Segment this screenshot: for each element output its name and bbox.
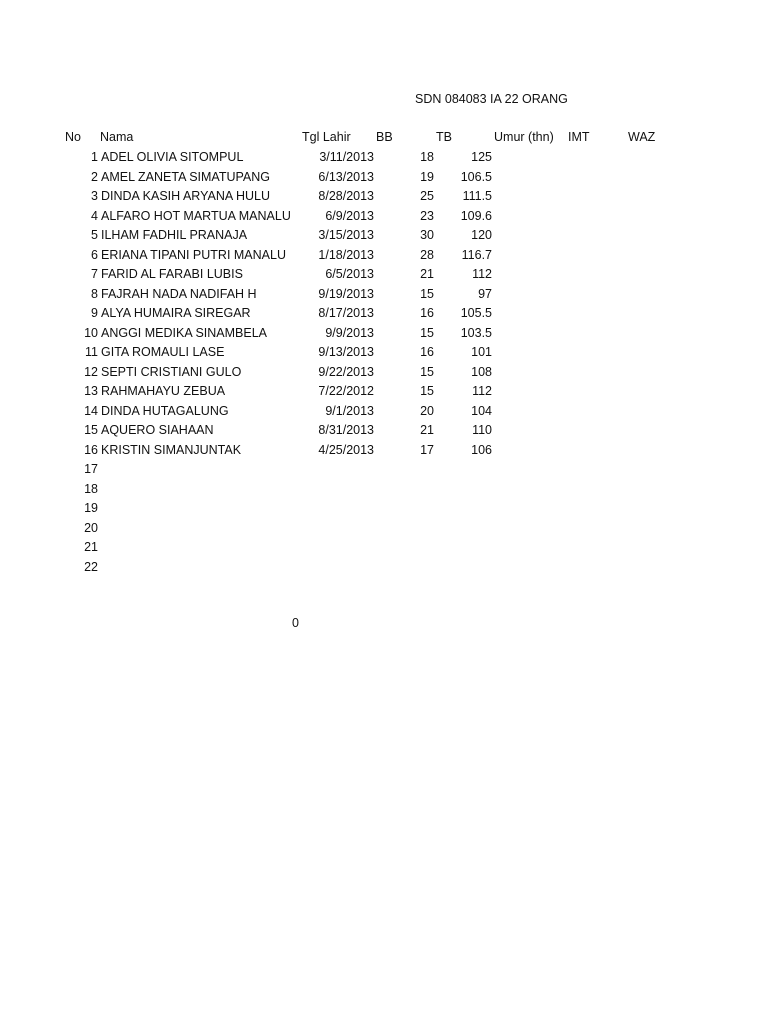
cell-no: 18 bbox=[84, 481, 98, 496]
table-row bbox=[0, 149, 768, 169]
table-body bbox=[0, 149, 768, 578]
cell-no: 7 bbox=[91, 267, 98, 281]
cell-tgl-lahir: 9/9/2013 bbox=[325, 325, 374, 340]
table-row bbox=[0, 344, 768, 364]
cell-nama: DINDA KASIH ARYANA HULU bbox=[101, 189, 271, 203]
table-row bbox=[0, 539, 768, 559]
cell-tb: 125 bbox=[471, 150, 492, 164]
cell-nama: KRISTIN SIMANJUNTAK bbox=[101, 442, 242, 457]
cell-no: 22 bbox=[84, 559, 98, 574]
table-row bbox=[0, 286, 768, 306]
table-row bbox=[0, 500, 768, 520]
table-row bbox=[0, 559, 768, 579]
table-row bbox=[0, 461, 768, 481]
cell-tb: 103.5 bbox=[460, 325, 492, 340]
cell-nama: SEPTI CRISTIANI GULO bbox=[101, 364, 242, 379]
cell-bb: 16 bbox=[420, 345, 434, 359]
header-waz: WAZ bbox=[628, 130, 656, 144]
cell-bb: 15 bbox=[420, 286, 434, 301]
cell-no: 11 bbox=[85, 345, 98, 359]
cell-tgl-lahir: 8/31/2013 bbox=[318, 423, 374, 437]
table-row bbox=[0, 383, 768, 403]
cell-nama: RAHMAHAYU ZEBUA bbox=[101, 384, 226, 398]
cell-tb: 105.5 bbox=[460, 306, 492, 320]
header-imt: IMT bbox=[568, 130, 590, 144]
cell-bb: 21 bbox=[420, 267, 434, 281]
table-row bbox=[0, 422, 768, 442]
cell-tgl-lahir: 8/28/2013 bbox=[318, 189, 374, 203]
cell-no: 4 bbox=[91, 208, 98, 223]
cell-nama: AMEL ZANETA SIMATUPANG bbox=[101, 169, 271, 184]
cell-tb: 108 bbox=[471, 364, 492, 379]
table-row bbox=[0, 305, 768, 325]
header-umur: Umur (thn) bbox=[494, 130, 554, 144]
cell-nama: GITA ROMAULI LASE bbox=[101, 345, 225, 359]
cell-bb: 28 bbox=[420, 247, 434, 262]
table-row bbox=[0, 247, 768, 267]
cell-no: 1 bbox=[91, 150, 98, 164]
table-row bbox=[0, 266, 768, 286]
cell-bb: 16 bbox=[420, 306, 434, 320]
cell-no: 20 bbox=[84, 520, 98, 535]
cell-no: 21 bbox=[84, 540, 98, 554]
footer-value: 0 bbox=[292, 616, 299, 630]
cell-bb: 30 bbox=[420, 228, 434, 242]
header-tgl-lahir: Tgl Lahir bbox=[302, 130, 351, 144]
cell-no: 5 bbox=[91, 228, 98, 242]
cell-no: 13 bbox=[84, 384, 98, 398]
cell-nama: FAJRAH NADA NADIFAH H bbox=[101, 286, 257, 301]
header-no: No bbox=[65, 130, 81, 144]
cell-no: 3 bbox=[91, 189, 98, 203]
cell-nama: ALYA HUMAIRA SIREGAR bbox=[101, 306, 251, 320]
cell-nama: DINDA HUTAGALUNG bbox=[101, 403, 229, 418]
table-row bbox=[0, 520, 768, 540]
cell-tgl-lahir: 9/22/2013 bbox=[318, 364, 374, 379]
cell-nama: ADEL OLIVIA SITOMPUL bbox=[101, 150, 244, 164]
header-tb: TB bbox=[436, 130, 452, 144]
cell-tgl-lahir: 8/17/2013 bbox=[318, 306, 374, 320]
cell-nama: ERIANA TIPANI PUTRI MANALU bbox=[101, 247, 286, 262]
cell-bb: 15 bbox=[420, 384, 434, 398]
cell-tgl-lahir: 6/5/2013 bbox=[325, 267, 374, 281]
cell-tb: 104 bbox=[471, 403, 492, 418]
table-row bbox=[0, 364, 768, 384]
cell-tb: 97 bbox=[478, 286, 492, 301]
cell-tgl-lahir: 6/9/2013 bbox=[325, 208, 374, 223]
cell-tb: 101 bbox=[471, 345, 492, 359]
cell-tgl-lahir: 3/15/2013 bbox=[318, 228, 374, 242]
cell-no: 15 bbox=[84, 423, 98, 437]
cell-tgl-lahir: 4/25/2013 bbox=[318, 442, 374, 457]
cell-tb: 111.5 bbox=[462, 189, 492, 203]
cell-no: 6 bbox=[91, 247, 98, 262]
cell-no: 9 bbox=[91, 306, 98, 320]
cell-tgl-lahir: 9/1/2013 bbox=[325, 403, 374, 418]
cell-bb: 17 bbox=[420, 442, 434, 457]
cell-tgl-lahir: 6/13/2013 bbox=[318, 169, 374, 184]
cell-no: 16 bbox=[84, 442, 98, 457]
cell-tb: 106.5 bbox=[460, 169, 492, 184]
cell-tb: 120 bbox=[471, 228, 492, 242]
cell-tb: 112 bbox=[472, 267, 492, 281]
cell-no: 14 bbox=[84, 403, 98, 418]
cell-no: 8 bbox=[91, 286, 98, 301]
cell-no: 12 bbox=[84, 364, 98, 379]
cell-nama: ANGGI MEDIKA SINAMBELA bbox=[101, 325, 268, 340]
cell-no: 10 bbox=[84, 325, 98, 340]
cell-no: 17 bbox=[84, 462, 98, 476]
table-row bbox=[0, 403, 768, 423]
cell-tgl-lahir: 1/18/2013 bbox=[318, 247, 374, 262]
cell-tb: 116.7 bbox=[461, 247, 492, 262]
cell-tb: 110 bbox=[472, 423, 492, 437]
cell-nama: AQUERO SIAHAAN bbox=[101, 423, 214, 437]
cell-bb: 23 bbox=[420, 208, 434, 223]
table-row bbox=[0, 188, 768, 208]
cell-nama: FARID AL FARABI LUBIS bbox=[101, 267, 243, 281]
header-nama: Nama bbox=[100, 130, 134, 144]
sheet-title: SDN 084083 IA 22 ORANG bbox=[415, 92, 568, 106]
cell-tgl-lahir: 3/11/2013 bbox=[319, 150, 374, 164]
cell-tgl-lahir: 9/19/2013 bbox=[318, 286, 374, 301]
cell-tb: 109.6 bbox=[460, 208, 492, 223]
cell-nama: ALFARO HOT MARTUA MANALU bbox=[101, 208, 291, 223]
cell-bb: 20 bbox=[420, 403, 434, 418]
cell-tgl-lahir: 7/22/2012 bbox=[318, 384, 374, 398]
table-row bbox=[0, 169, 768, 189]
table-row bbox=[0, 208, 768, 228]
table-row bbox=[0, 481, 768, 501]
cell-bb: 21 bbox=[420, 423, 434, 437]
table-row bbox=[0, 227, 768, 247]
cell-bb: 15 bbox=[420, 325, 434, 340]
cell-tb: 112 bbox=[472, 384, 492, 398]
header-bb: BB bbox=[376, 130, 393, 144]
cell-tgl-lahir: 9/13/2013 bbox=[318, 345, 374, 359]
cell-bb: 25 bbox=[420, 189, 434, 203]
cell-tb: 106 bbox=[471, 442, 492, 457]
cell-bb: 18 bbox=[420, 150, 434, 164]
cell-bb: 15 bbox=[420, 364, 434, 379]
cell-no: 19 bbox=[84, 501, 98, 515]
table-row bbox=[0, 325, 768, 345]
cell-nama: ILHAM FADHIL PRANAJA bbox=[101, 228, 248, 242]
table-row bbox=[0, 442, 768, 462]
cell-no: 2 bbox=[91, 169, 98, 184]
cell-bb: 19 bbox=[420, 169, 434, 184]
